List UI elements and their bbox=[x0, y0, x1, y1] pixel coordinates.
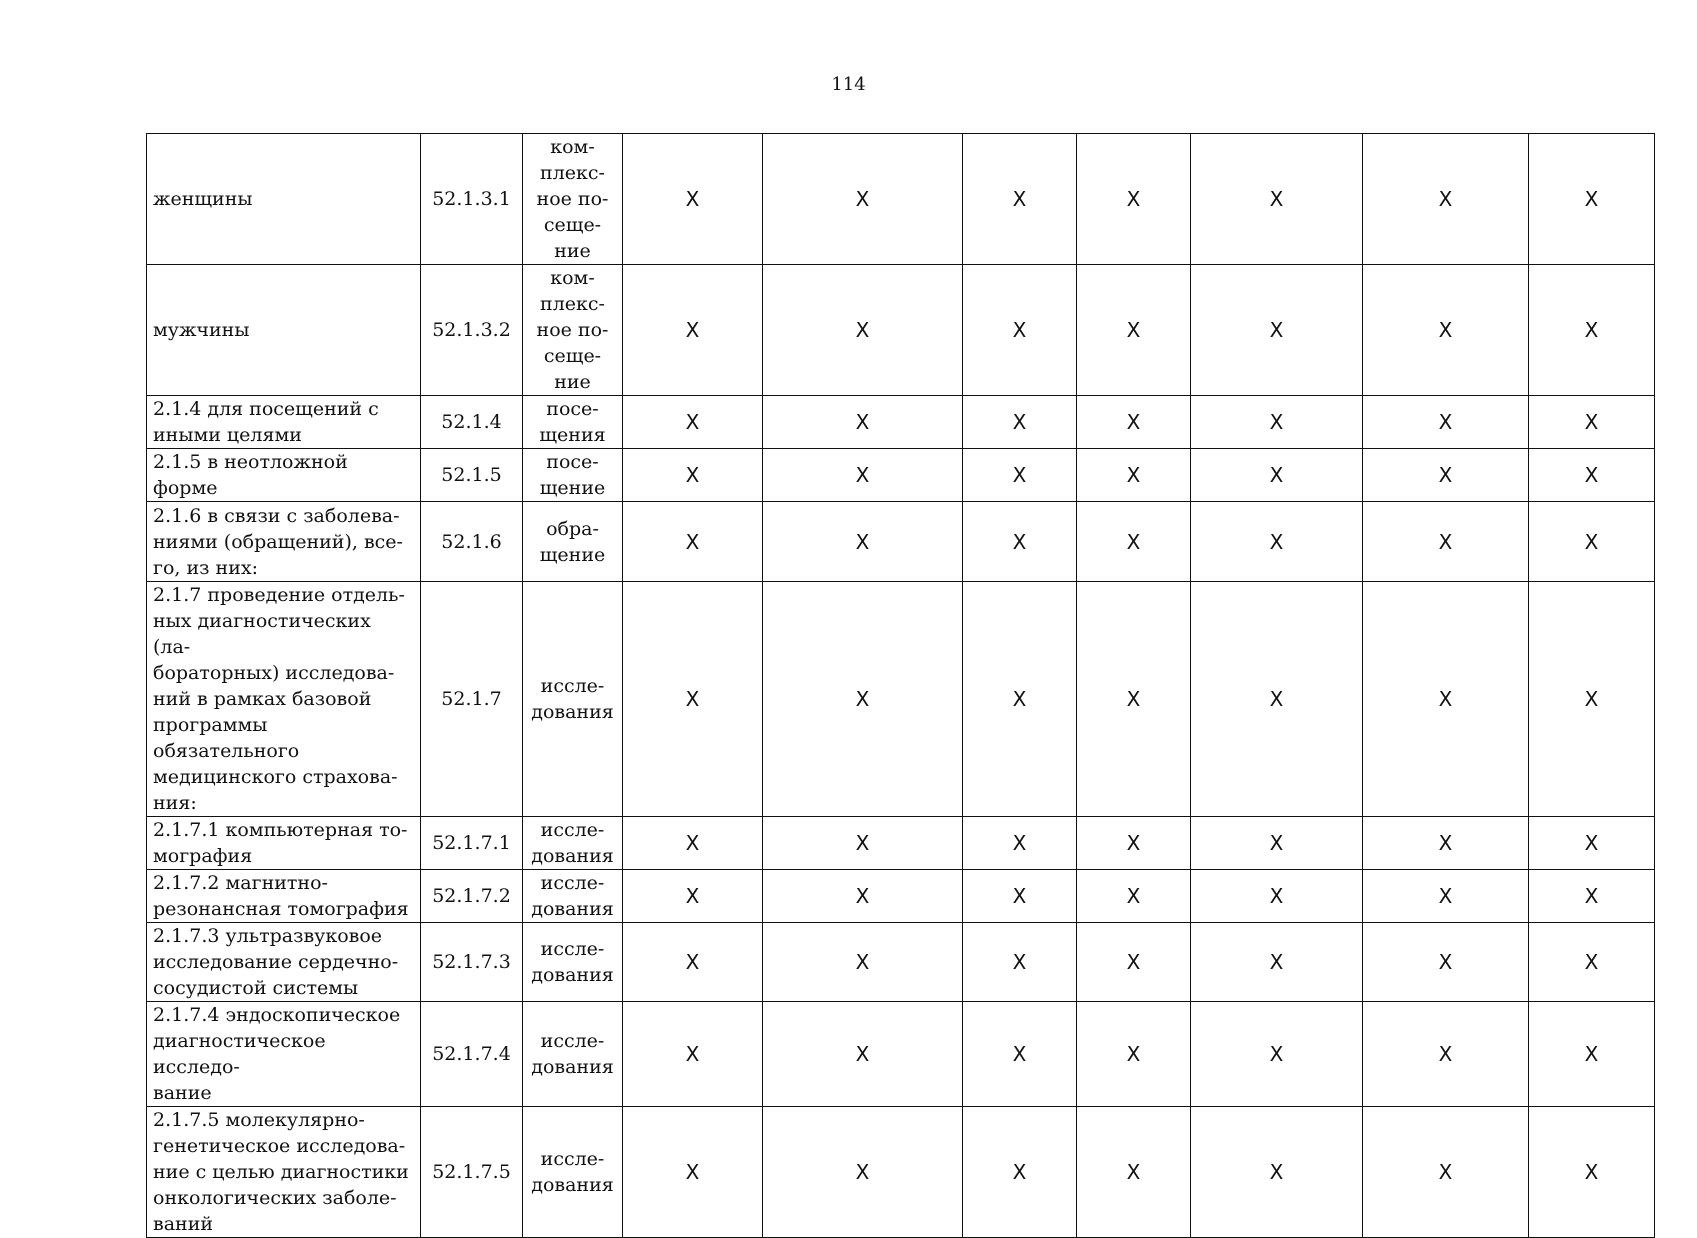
value-cell: X bbox=[1077, 923, 1191, 1002]
table-row bbox=[147, 870, 1655, 923]
table-row bbox=[147, 923, 1655, 1002]
row-unit: ком- плекс- ное по- сеще- ние bbox=[523, 265, 623, 396]
value-cell: X bbox=[1191, 396, 1363, 449]
value-cell: X bbox=[763, 396, 963, 449]
value-cell: X bbox=[763, 1107, 963, 1238]
row-name: 2.1.7.2 магнитно- резонансная томография bbox=[147, 870, 421, 923]
row-code: 52.1.3.1 bbox=[421, 134, 523, 265]
value-cell: X bbox=[1363, 870, 1529, 923]
row-unit: иссле- дования bbox=[523, 582, 623, 817]
value-cell: X bbox=[1529, 1002, 1655, 1107]
value-cell: X bbox=[763, 870, 963, 923]
row-code: 52.1.7 bbox=[421, 582, 523, 817]
value-cell: X bbox=[1191, 923, 1363, 1002]
table-body bbox=[147, 134, 1655, 1238]
row-unit: обра- щение bbox=[523, 502, 623, 582]
value-cell: X bbox=[1077, 1107, 1191, 1238]
value-cell: X bbox=[623, 923, 763, 1002]
value-cell: X bbox=[1529, 134, 1655, 265]
value-cell: X bbox=[1529, 396, 1655, 449]
value-cell: X bbox=[963, 817, 1077, 870]
value-cell: X bbox=[963, 923, 1077, 1002]
row-code: 52.1.3.2 bbox=[421, 265, 523, 396]
row-code: 52.1.7.1 bbox=[421, 817, 523, 870]
value-cell: X bbox=[1363, 582, 1529, 817]
table-row bbox=[147, 817, 1655, 870]
row-name: 2.1.7.3 ультразвуковое исследование сердечно- сосудистой системы bbox=[147, 923, 421, 1002]
row-name: мужчины bbox=[147, 265, 421, 396]
row-unit: посе- щение bbox=[523, 449, 623, 502]
value-cell: X bbox=[1363, 1107, 1529, 1238]
row-name: 2.1.7 проведение отдель- ных диагностических (ла- бораторных) исследова- ний в рамках базовой программы обязательного медицинского страхова- ния: bbox=[147, 582, 421, 817]
value-cell: X bbox=[1191, 449, 1363, 502]
value-cell: X bbox=[1363, 396, 1529, 449]
row-unit: ком- плекс- ное по- сеще- ние bbox=[523, 134, 623, 265]
value-cell: X bbox=[1363, 449, 1529, 502]
table-row bbox=[147, 134, 1655, 265]
value-cell: X bbox=[623, 870, 763, 923]
value-cell: X bbox=[1077, 1002, 1191, 1107]
table-row bbox=[147, 502, 1655, 582]
value-cell: X bbox=[963, 502, 1077, 582]
value-cell: X bbox=[963, 265, 1077, 396]
value-cell: X bbox=[1077, 502, 1191, 582]
value-cell: X bbox=[763, 923, 963, 1002]
value-cell: X bbox=[1191, 817, 1363, 870]
value-cell: X bbox=[963, 396, 1077, 449]
value-cell: X bbox=[1077, 265, 1191, 396]
value-cell: X bbox=[623, 396, 763, 449]
value-cell: X bbox=[763, 449, 963, 502]
value-cell: X bbox=[1191, 1002, 1363, 1107]
value-cell: X bbox=[623, 817, 763, 870]
table-row bbox=[147, 265, 1655, 396]
value-cell: X bbox=[1077, 817, 1191, 870]
value-cell: X bbox=[623, 134, 763, 265]
value-cell: X bbox=[1191, 502, 1363, 582]
value-cell: X bbox=[1191, 870, 1363, 923]
table-row bbox=[147, 449, 1655, 502]
value-cell: X bbox=[623, 449, 763, 502]
value-cell: X bbox=[1529, 817, 1655, 870]
value-cell: X bbox=[1363, 265, 1529, 396]
value-cell: X bbox=[1077, 134, 1191, 265]
row-code: 52.1.7.4 bbox=[421, 1002, 523, 1107]
row-name: 2.1.7.1 компьютерная то- мография bbox=[147, 817, 421, 870]
value-cell: X bbox=[1191, 582, 1363, 817]
row-code: 52.1.4 bbox=[421, 396, 523, 449]
value-cell: X bbox=[963, 134, 1077, 265]
row-code: 52.1.7.5 bbox=[421, 1107, 523, 1238]
value-cell: X bbox=[623, 502, 763, 582]
table-row bbox=[147, 582, 1655, 817]
value-cell: X bbox=[963, 582, 1077, 817]
value-cell: X bbox=[1077, 582, 1191, 817]
data-table bbox=[146, 133, 1655, 1238]
row-name: 2.1.6 в связи с заболева- ниями (обращений), все- го, из них: bbox=[147, 502, 421, 582]
value-cell: X bbox=[763, 134, 963, 265]
value-cell: X bbox=[1529, 265, 1655, 396]
row-unit: иссле- дования bbox=[523, 1002, 623, 1107]
value-cell: X bbox=[763, 1002, 963, 1107]
value-cell: X bbox=[623, 265, 763, 396]
value-cell: X bbox=[623, 582, 763, 817]
row-name: женщины bbox=[147, 134, 421, 265]
value-cell: X bbox=[1363, 923, 1529, 1002]
row-unit: иссле- дования bbox=[523, 1107, 623, 1238]
page-number: 114 bbox=[831, 74, 866, 95]
value-cell: X bbox=[763, 502, 963, 582]
table-row bbox=[147, 396, 1655, 449]
row-name: 2.1.7.5 молекулярно- генетическое исследова- ние с целью диагностики онкологических заболе- ваний bbox=[147, 1107, 421, 1238]
row-name: 2.1.4 для посещений с иными целями bbox=[147, 396, 421, 449]
value-cell: X bbox=[1191, 134, 1363, 265]
value-cell: X bbox=[1191, 265, 1363, 396]
row-name: 2.1.7.4 эндоскопическое диагностическое исследо- вание bbox=[147, 1002, 421, 1107]
row-code: 52.1.7.2 bbox=[421, 870, 523, 923]
value-cell: X bbox=[1077, 870, 1191, 923]
value-cell: X bbox=[1363, 134, 1529, 265]
row-code: 52.1.5 bbox=[421, 449, 523, 502]
value-cell: X bbox=[1363, 502, 1529, 582]
value-cell: X bbox=[1529, 502, 1655, 582]
value-cell: X bbox=[1529, 1107, 1655, 1238]
row-code: 52.1.6 bbox=[421, 502, 523, 582]
value-cell: X bbox=[963, 449, 1077, 502]
value-cell: X bbox=[963, 1002, 1077, 1107]
table-row bbox=[147, 1107, 1655, 1238]
row-unit: иссле- дования bbox=[523, 923, 623, 1002]
value-cell: X bbox=[1191, 1107, 1363, 1238]
value-cell: X bbox=[1529, 582, 1655, 817]
row-unit: иссле- дования bbox=[523, 870, 623, 923]
value-cell: X bbox=[623, 1107, 763, 1238]
value-cell: X bbox=[1363, 1002, 1529, 1107]
value-cell: X bbox=[963, 870, 1077, 923]
value-cell: X bbox=[763, 817, 963, 870]
value-cell: X bbox=[623, 1002, 763, 1107]
row-name: 2.1.5 в неотложной форме bbox=[147, 449, 421, 502]
value-cell: X bbox=[763, 582, 963, 817]
value-cell: X bbox=[1529, 923, 1655, 1002]
row-unit: посе- щения bbox=[523, 396, 623, 449]
value-cell: X bbox=[963, 1107, 1077, 1238]
value-cell: X bbox=[763, 265, 963, 396]
value-cell: X bbox=[1529, 449, 1655, 502]
value-cell: X bbox=[1077, 449, 1191, 502]
value-cell: X bbox=[1529, 870, 1655, 923]
table-row bbox=[147, 1002, 1655, 1107]
row-unit: иссле- дования bbox=[523, 817, 623, 870]
row-code: 52.1.7.3 bbox=[421, 923, 523, 1002]
value-cell: X bbox=[1077, 396, 1191, 449]
value-cell: X bbox=[1363, 817, 1529, 870]
